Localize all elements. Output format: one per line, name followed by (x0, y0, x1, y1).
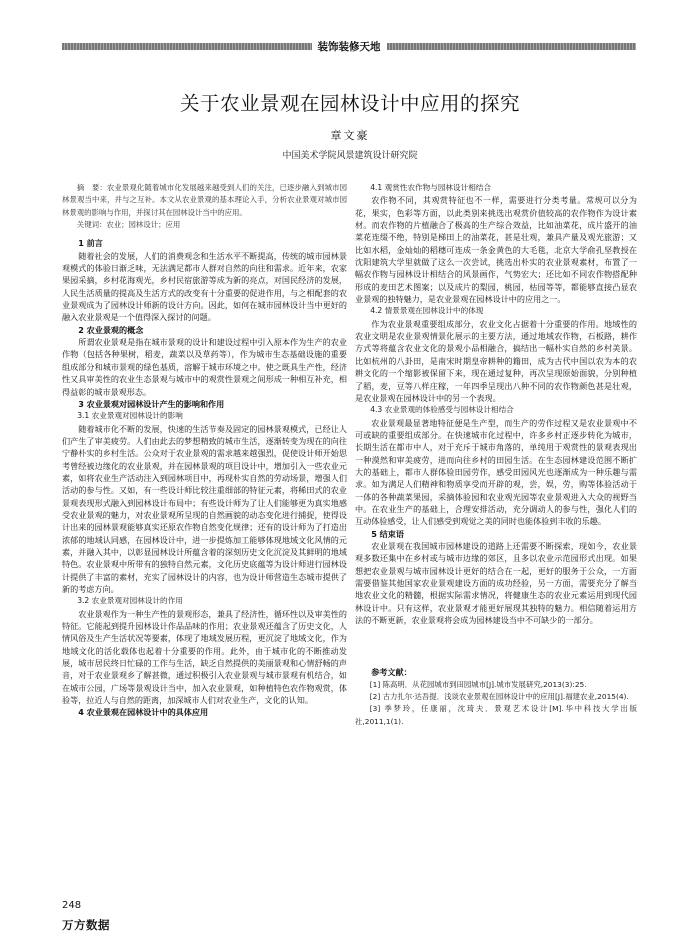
reference-item: [2] 古力扎尔·达吾提．浅谈农业景观在园林设计中的应用[J].福建农业,2015(4). (369, 692, 629, 702)
subsection-heading: 4.1 观赏性农作物与园林设计相结合 (370, 183, 491, 192)
paragraph: 所谓农业景观是指在城市景观的设计和建设过程中引入原本作为生产的农业作物（包括各种果树，稻麦，蔬菜以及草药等），作为城市生态基础设施的重要组成部分和城市景观的绿色基质，溶解于城市环境之中。使之既具生产性，经济性又具审美性的农业生态景观与城市中的观赏性景观之间形成一种相互补充，相得益彰的城市景观形态。 (62, 337, 347, 397)
references-heading: 参考文献： (371, 667, 412, 678)
journal-header (62, 42, 636, 51)
left-column (62, 182, 347, 719)
section-heading: 3 农业景观对园林设计产生的影响和作用 (78, 398, 225, 409)
section-heading: 1 前言 (78, 238, 103, 249)
section-heading: 4 农业景观在园林设计中的具体应用 (78, 707, 209, 718)
section-heading: 2 农业景观的概念 (78, 324, 144, 335)
subsection-heading: 3.1 农业景观对园林设计的影响 (77, 411, 183, 421)
paragraph: 农业景观在我国城市园林建设的道路上还需要不断探索，现如今，农业景观多数还集中在乡村或与城市边缘的郊区，且多以农业示范园形式出现。如果想把农业景观与城市园林设计更好的结合在一起，更好的服务于公众，一方面需要借鉴其他国家农业景观建设方面的成功经验，另一方面，需要充分了解当地农业文化的精髓，根据实际需求情况，将健康生态的农业元素运用到现代园林设计中。只有这样，农业景观才能更好展现其独特的魅力。相信随着运用方法的不断更新，农业景观将会成为园林建设当中不可缺少的一部分。 (355, 540, 637, 626)
abstract: 摘 要：农业景观化随着城市化发展越来越受到人们的关注，已逐步融入到城市园林景观当中来，并与之互补。本文从农业景观的基本理论入手，分析农业景观对城市园林景观的影响与作用，并探讨其在园林设计当中的应用。 (62, 183, 347, 217)
right-column (355, 182, 637, 728)
keywords: 关键词：农业；园林设计；应用 (76, 220, 181, 230)
subsection-heading: 3.2 农业景观对园林设计的作用 (77, 596, 183, 606)
paragraph: 农业景观最显著地特征便是生产型，而生产的劳作过程又是农业景观中不可或缺的重要组成部分。在快速城市化过程中，许多乡村正逐步转化为城市，长期生活在都市中人，对于充斥于城市角落的，单纯用于观赏性的景观表现出一种漠然和审美疲劳，进而向往乡村的田园生活。在生态园林建设范围不断扩大的基础上，都市人群体验田园劳作，感受田园风光也逐渐成为一种乐趣与需求。如为满足人们精神和物质享受而开辟的观，尝，娱，劳，购等体验活动于一体的各种蔬菜果园，采摘体验园和农业观光园等农业景观进入大众的视野当中。在农业生产的基础上，合理安排活动，充分调动人的参与性，强化人们的互动体验感受，让人们感受到观觉之美的同时也能体验到丰收的乐趣。 (355, 417, 637, 527)
reference-item: [3] 季梦玲，任康丽，沈琦夫．景观艺术设计[M].华中科技大学出版社,2011,1(1). (355, 704, 637, 726)
author-name: 章文豪 (330, 129, 370, 142)
journal-name: 装饰装修天地 (312, 42, 387, 52)
footer-brand: 万方数据 (62, 918, 110, 932)
left-column-body (62, 237, 347, 718)
right-column-body (355, 182, 637, 626)
article-title: 关于农业景观在园林设计中应用的探究 (179, 92, 520, 115)
section-heading: 5 结束语 (371, 528, 404, 539)
header-stripe-left (62, 43, 312, 50)
paragraph: 随着城市化不断的发展，快速的生活节奏及固定的园林景观模式，已经让人们产生了审美疲劳。人们由此去的梦想精致的城市生活，逐渐转变为现在的向往宁静朴实的乡村生活。公众对于农业景观的需求越来越强烈，促使设计师开始思考曾经被边缘化的农业景观，并在园林景观的项目设计中，增加引入一些农业元素，如将农业生产活动注入到园林项目中，再现朴实自然的劳动场景，增强人们活动的参与性。又如，有一些设计师比较注重细部的特征元素，将稀田式的农业景观表现形式融入到园林设计布局中；有些设计师为了让人们能够更为真实地感受农业景观的魅力，对农业景观所呈现的自然画貌的动态变化进行捕捉，使得设计出来的园林景观能够真实还原农作物自然变化规律；还有的设计师为了打造出浓郁的地域认同感，在园林设计中，进一步提炼加工能够体现地域文化风情的元素，并融入其中，以彰显园林设计所蕴含着的深刻历史文化沉淀及其鲜明的地域特色。农业景观中所带有的独特自然元素，文化历史底蕴等为设计师进行园林设计提供了丰富的素材，充实了园林设计的内容，也为设计师营造生态城市提供了新的考虑方向。 (62, 423, 347, 594)
author-affiliation: 中国美术学院风景建筑设计研究院 (282, 151, 418, 161)
paragraph: 农作物不同，其观赏特征也不一样，需要进行分类考量。常规可以分为花，果实，色彩等方面，以此类别来挑选出观赏价值较高的农作物作为设计素材。而农作物的片植融合了极高的生产综合效益，比如油菜花，成片盛开的油菜花连缀不绝，特别是梯田上的油菜花，甚是壮观，兼具产量及观光旅游；又比如水稻，金灿灿的稻穗可连成一条金黄色的大毛毯，北京大学俞孔坚教授在沈阳建筑大学里就做了这么一次尝试，挑选出朴实的农业景观素材，布置了一幅农作物与园林设计相结合的风景画作，气势宏大；还比如不同农作物搭配种形成的麦田艺术图案；以及成片的梨园，桃园，枯园等等，都能够直接凸显农业景观的独特魅力，是农业景观在园林设计中的应用之一。 (355, 195, 637, 305)
subsection-heading: 4.2 情景景观在园林设计中的体现 (370, 306, 484, 316)
reference-item: [1] 陈高明．从花园城市到田园城市[J].城市发展研究,2013(3):25. (369, 679, 587, 689)
subsection-heading: 4.3 农业景观的体验感受与园林设计相结合 (370, 405, 514, 415)
reference-list (355, 679, 637, 728)
paragraph: 作为农业景观重要组成部分，农业文化占据着十分重要的作用。地域性的农业文明是农业景观情景化展示的主要方法，通过地域农作物，石板路，耕作方式等将蕴含农业文化的景观小品相融合，搞结出一幅朴实自然的乡村美景。比如杭州的八卦田，是南宋时期皇帝耕种的籍田，成为古代中国以农为本的农耕文化的一个缩影被保留下来，现在通过复种，再次呈现原始面貌，分别种植了稻，麦，豆等八样庄稼，一年四季呈现出八种不同的农作物颜色甚是壮观，是农业景观在园林设计中的另一个表现。 (355, 318, 637, 403)
header-stripe-right (387, 43, 637, 50)
page-number: 248 (62, 900, 82, 911)
paragraph: 农业景观作为一种生产性的景观形态，兼具了经济性，循环性以及审美性的特征。它能起到提升园林设计作品品味的作用；农业景观还蕴含了历史文化，人情风俗及生产生活状况等要素，体现了地域发展历程，更沉淀了地域文化，作为地域文化的活化载体也起着十分重要的作用。此外，由于城市化的不断推动发展，城市居民终日忙碌的工作与生活，缺乏自然提供的美丽景观和心情舒畅的声音，对于农业景观乡了解甚微，通过积极引入农业景观与城市景观有机结合，如在城市公园，广场等景观设计当中，加入农业景观，如种植特色农作物观赏，体验等，拉近人与自然的距离，加深城市人们对农业生产，文化的认知。 (62, 608, 347, 706)
paragraph: 随着社会的发展，人们的消费观念和生活水平不断提高，传统的城市园林景观模式的体验日渐乏味，无法满足都市人群对自然的向往和需求。近年来，农家果园采摘，乡村花海观光，乡村民宿旅游等成为新的亮点，对国民经济的发展，人民生活质量的提高及生活方式的改变有十分重要的促进作用，与之相配套的农业景观成为了园林设计师新的设计方向。因此，如何在城市园林设计当中更好的融入农业景观是一个值得深入探讨的问题。 (62, 250, 347, 323)
